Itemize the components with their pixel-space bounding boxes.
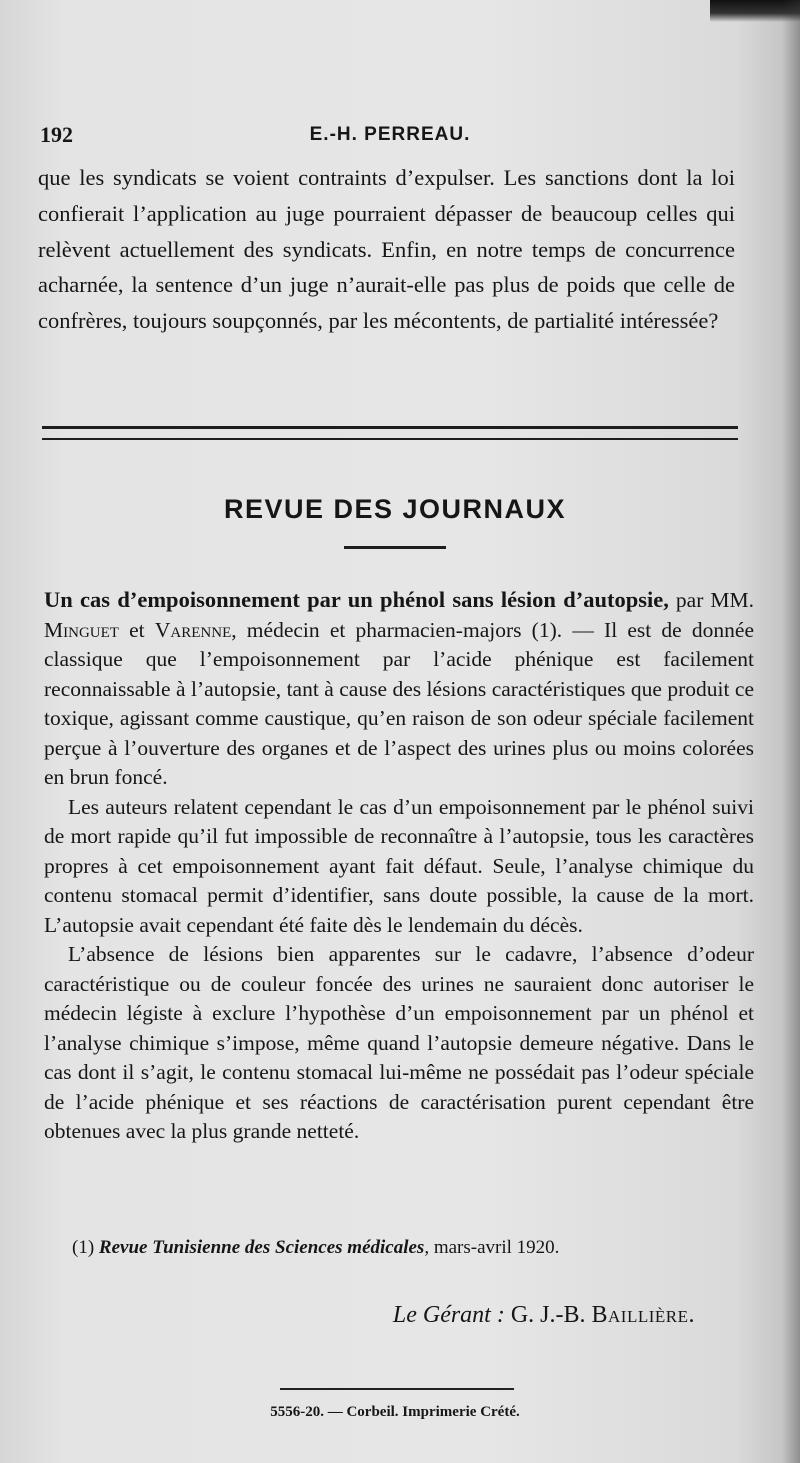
article-paragraph-1	[44, 585, 754, 793]
article-paragraph-1-text: — Il est de donnée classique que l’empoisonnement par l’acide phénique est facilement reconnaissable à l’autopsie, tant à cause des lésions caractéristiques que produit ce toxique, agissant comme caustique, qu’en raison de son odeur spéciale facilement perçue à l’ouverture des organes et de l’aspect des urines plus ou moins colorées en brun foncé.	[44, 617, 755, 789]
section-title: REVUE DES JOURNAUX	[223, 494, 567, 524]
section-title-underline	[344, 546, 446, 549]
footnote-journal: Revue Tunisienne des Sciences médicales	[98, 1237, 425, 1258]
page-number: 192	[40, 122, 73, 147]
double-rule-divider	[42, 426, 738, 440]
article-byline-prefix: par MM.	[675, 588, 755, 612]
page-edge-shadow	[782, 0, 800, 1463]
footnote-marker: (1)	[72, 1237, 95, 1258]
signature-label: Le Gérant :	[392, 1302, 505, 1328]
footnote	[72, 1237, 752, 1259]
printer-imprint: 5556-20. — Corbeil. Imprimerie Crété.	[270, 1404, 520, 1420]
article-paragraph-2: Les auteurs relatent cependant le cas d’un empoisonnement par le phénol suivi de mort rapide qu’il fut impossible de reconnaître à l’autopsie, tous les caractères propres à cet empoisonnement ayant fait défaut. Seule, l’analyse chimique du contenu stomacal permit d’identifier, sans doute possible, la cause de la mort. L’autopsie avait cependant été faite dès le lendemain du décès.	[44, 794, 754, 937]
signature-initials: G. J.-B.	[510, 1302, 586, 1328]
article-byline-and: et	[129, 617, 145, 642]
signature-surname: Baillière.	[591, 1302, 695, 1328]
manager-signature	[393, 1302, 695, 1329]
article-body	[44, 585, 754, 1147]
imprint-rule	[280, 1388, 514, 1390]
footnote-date: , mars-avril 1920.	[424, 1237, 560, 1258]
author-varenne: Varenne	[154, 617, 232, 642]
page-header	[40, 122, 740, 154]
running-head: E.-H. PERREAU.	[309, 124, 471, 145]
article-title: Un cas d’empoisonnement par un phénol sans lésion d’autopsie,	[44, 587, 669, 612]
article-paragraph-3: L’absence de lésions bien apparentes sur le cadavre, l’absence d’odeur caractéristique ou de couleur foncée des urines ne sauraient donc autoriser le médecin légiste à exclure l’hypothèse d’un empoisonnement par un phénol et l’analyse chimique s’impose, même quand l’autopsie demeure négative. Dans le cas dont il s’agit, le contenu stomacal lui-même ne possédait pas l’odeur spéciale de l’acide phénique et ses réactions de caractérisation purent cependant être obtenues avec la plus grande netteté.	[44, 942, 754, 1143]
article-author-roles: , médecin et pharmacien-majors (1).	[231, 617, 563, 642]
continuation-text: que les syndicats se voient contraints d’expulser. Les sanctions dont la loi confierait l’application au juge pourraient dépasser de beaucoup celles qui relèvent actuellement des syndicats. Enfin, en notre temps de concurrence acharnée, la sentence d’un juge n’aurait-elle pas plus de poids que celle de confrères, toujours soupçonnés, par les mécontents, de partialité intéressée?	[38, 165, 735, 334]
continuation-paragraph	[38, 160, 735, 339]
author-minguet: Minguet	[44, 617, 119, 642]
